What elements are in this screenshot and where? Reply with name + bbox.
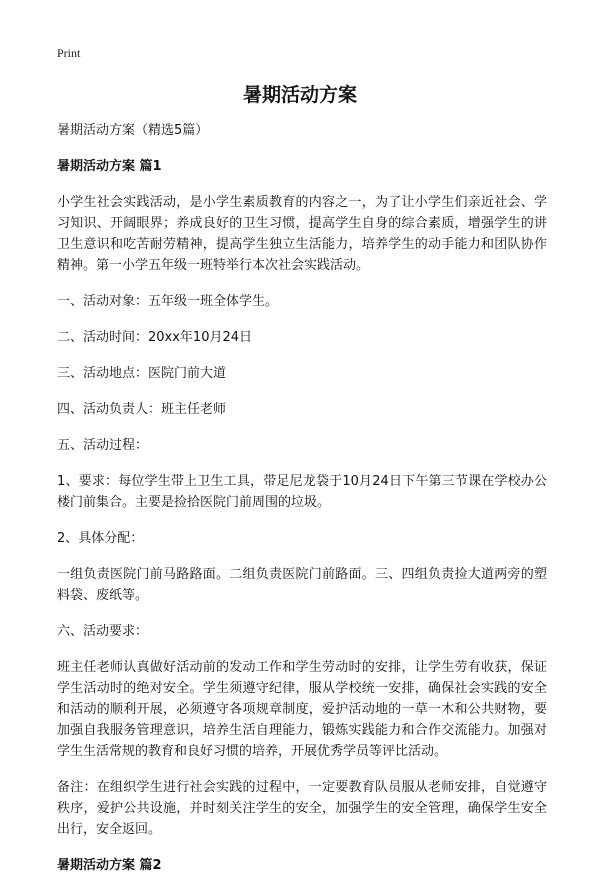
item-time: 二、活动时间：20xx年10月24日 <box>57 330 253 345</box>
step-requirements: 1、要求：每位学生带上卫生工具，带足尼龙袋于10月24日下午第三节课在学校办公楼门前集合。主要是捡拾医院门前周围的垃圾。 <box>57 474 547 510</box>
document-body <box>57 120 547 891</box>
print-link[interactable]: Print <box>57 46 81 60</box>
item-location: 三、活动地点：医院门前大道 <box>57 366 227 381</box>
item-leader: 四、活动负责人：班主任老师 <box>57 402 227 417</box>
section-heading-1: 暑期活动方案 篇1 <box>57 159 162 174</box>
doc-subtitle: 暑期活动方案（精选5篇） <box>57 123 209 138</box>
intro-paragraph: 小学生社会实践活动，是小学生素质教育的内容之一，为了让小学生们亲近社会、学习知识、开阔眼界；养成良好的卫生习惯，提高学生自身的综合素质，增强学生的讲卫生意识和吃苦耐劳精神，提高学生独立生活能力，培养学生的动手能力和团队协作精神。第一小学五年级一班特举行本次社会实践活动。 <box>57 195 547 273</box>
item-target: 一、活动对象：五年级一班全体学生。 <box>57 294 279 309</box>
item-process: 五、活动过程： <box>57 438 149 453</box>
page-title: 暑期活动方案 <box>242 84 357 106</box>
requirements-paragraph: 班主任老师认真做好活动前的发动工作和学生劳动时的安排，让学生劳有收获，保证学生活动时的绝对安全。学生须遵守纪律，服从学校统一安排，确保社会实践的安全和活动的顺利开展，必须遵守各项规章制度，爱护活动地的一草一木和公共财物，要加强自我服务管理意识，培养生活自理能力，锻炼实践能力和合作交流能力。加强对学生生活常规的教育和良好习惯的培养，开展优秀学员等评比活动。 <box>57 660 547 759</box>
item-requirements: 六、活动要求： <box>57 624 149 639</box>
step-assignment: 2、具体分配： <box>57 531 144 546</box>
note-paragraph: 备注：在组织学生进行社会实践的过程中，一定要教育队员服从老师安排，自觉遵守秩序，爱护公共设施，并时刻关注学生的安全，加强学生的安全管理，确保学生安全出行，安全返回。 <box>57 780 547 837</box>
assignment-detail: 一组负责医院门前马路路面。二组负责医院门前路面。三、四组负责捡大道两旁的塑料袋、废纸等。 <box>57 567 547 603</box>
section-heading-2: 暑期活动方案 篇2 <box>57 858 162 873</box>
